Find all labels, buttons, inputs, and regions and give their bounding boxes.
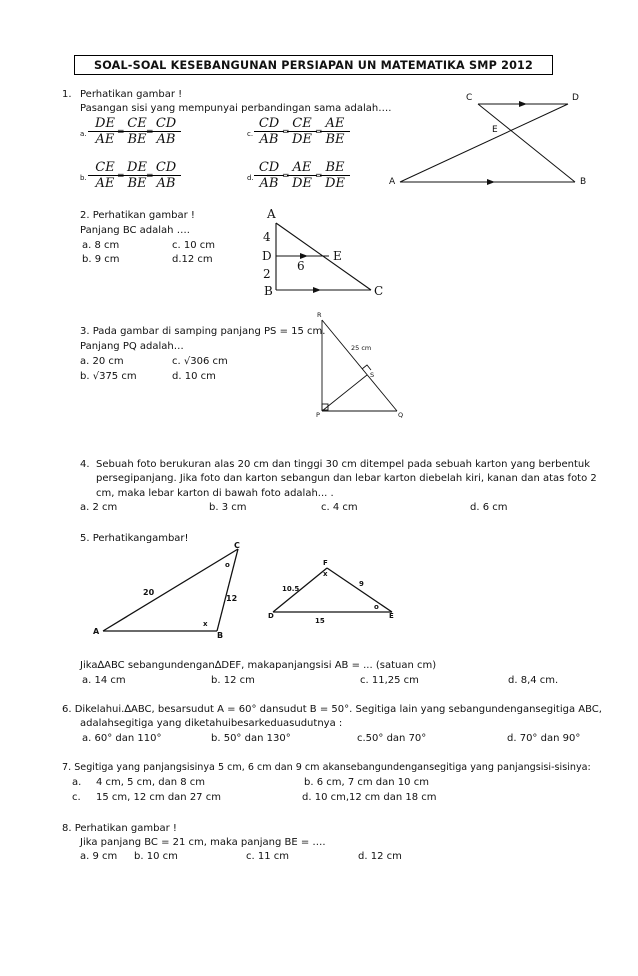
q4-option-d: d. 6 cm — [470, 502, 508, 513]
q5-side-ac — [103, 549, 238, 631]
q5-label-b: B — [217, 631, 224, 640]
q7-option-c-label: c. — [72, 792, 81, 803]
q1-prompt: Perhatikan gambar ! — [80, 89, 183, 100]
q1-figure — [400, 101, 575, 185]
equals-sign: = — [117, 171, 125, 181]
q5-question: Jika∆ABC sebangundengan∆DEF, makapanjangsisi AB = ... (satuan cm) — [80, 660, 437, 671]
q5-label-9: 9 — [359, 580, 364, 588]
q7-option-a: 4 cm, 5 cm, dan 8 cm — [96, 777, 206, 788]
q1-question: Pasangan sisi yang mempunyai perbandingan sama adalah…. — [80, 103, 392, 114]
q5-label-10-5: 10.5 — [282, 585, 300, 593]
equals-sign: = — [282, 171, 290, 181]
q2-option-b: b. 9 cm — [82, 254, 120, 265]
q2-question: Panjang BC adalah …. — [80, 225, 190, 236]
equals-sign: = — [117, 127, 125, 137]
q7-option-a-label: a. — [72, 777, 82, 788]
q5-side-fe — [327, 568, 392, 612]
q3-option-b: b. √375 cm — [80, 371, 137, 382]
q5-label-20: 20 — [143, 588, 155, 597]
q1-d-fraction-3: $\frac{BE}{DE}$ — [320, 160, 350, 192]
q6-option-a: a. 60° dan 110° — [82, 733, 162, 744]
q3-figure — [322, 320, 397, 411]
q1-a-fraction-1: $\frac{DE}{AE}$ — [88, 116, 122, 148]
equals-sign: = — [315, 127, 323, 137]
q5-angle-o: o — [225, 561, 230, 569]
q1-c-fraction-3: $\frac{AE}{BE}$ — [320, 116, 350, 148]
q4-option-a: a. 2 cm — [80, 502, 118, 513]
q2-option-c: c. 10 cm — [172, 240, 215, 251]
q2-label-b: B — [264, 284, 273, 298]
q8-line-1: 8. Perhatikan gambar ! — [62, 823, 177, 834]
q5-option-c: c. 11,25 cm — [360, 675, 419, 686]
q1-label-d: D — [572, 93, 579, 103]
q5-option-b: b. 12 cm — [211, 675, 255, 686]
q4-line-3: cm, maka lebar karton di bawah foto adalah... . — [96, 488, 334, 499]
q1-b-fraction-1: $\frac{CE}{AE}$ — [88, 160, 122, 192]
equals-sign: = — [315, 171, 323, 181]
q1-label-b: B — [580, 177, 587, 187]
q3-side-rq — [322, 320, 397, 411]
q8-line-2: Jika panjang BC = 21 cm, maka panjang BE = …. — [80, 837, 326, 848]
q3-option-a: a. 20 cm — [80, 356, 124, 367]
q1-number: 1. — [62, 89, 72, 100]
q5-angle-o2: o — [374, 603, 379, 611]
q8-option-c: c. 11 cm — [246, 851, 289, 862]
q1-a-fraction-2: $\frac{CE}{BE}$ — [122, 116, 152, 148]
q2-label-e: E — [333, 249, 342, 263]
q1-arrow-ab — [487, 179, 495, 185]
q1-d-fraction-1: $\frac{CD}{AB}$ — [254, 160, 284, 192]
q6-line-1: 6. Dikelahui.∆ABC, besarsudut A = 60° dansudut B = 50°. Segitiga lain yang sebangundengansegitiga ABC, — [62, 704, 602, 715]
q2-label-d: D — [262, 249, 272, 263]
q4-line-1: Sebuah foto berukuran alas 20 cm dan tinggi 30 cm ditempel pada sebuah karton yang berbentuk — [96, 459, 590, 470]
q5-label-f: F — [323, 559, 328, 567]
q1-b-fraction-2: $\frac{DE}{BE}$ — [122, 160, 152, 192]
q1-label-a: A — [389, 177, 396, 187]
q5-angle-x2: x — [323, 570, 328, 578]
q1-a-fraction-3: $\frac{CD}{AB}$ — [151, 116, 181, 148]
q1-b-fraction-3: $\frac{CD}{AB}$ — [151, 160, 181, 192]
q1-label-e: E — [492, 125, 498, 135]
q5-label-15: 15 — [315, 617, 325, 625]
q1-c-fraction-1: $\frac{CD}{AB}$ — [254, 116, 284, 148]
q2-arrow-bc — [313, 287, 321, 293]
q4-option-c: c. 4 cm — [321, 502, 358, 513]
q8-option-d: d. 12 cm — [358, 851, 402, 862]
q2-figure — [276, 223, 371, 293]
q5-label-d: D — [268, 612, 274, 620]
q8-option-a: a. 9 cm — [80, 851, 118, 862]
q5-triangle-abc — [103, 549, 238, 631]
q2-prompt: 2. Perhatikan gambar ! — [80, 210, 195, 221]
q1-line-da — [400, 104, 568, 182]
q1-c-fraction-2: $\frac{CE}{DE}$ — [287, 116, 317, 148]
q1-arrow-cd — [519, 101, 527, 107]
q3-segment-ps — [322, 375, 367, 411]
q6-option-c: c.50° dan 70° — [357, 733, 427, 744]
q2-label-4: 4 — [263, 230, 271, 244]
q2-label-c: C — [374, 284, 384, 298]
q6-option-d: d. 70° dan 90° — [507, 733, 581, 744]
q3-option-d: d. 10 cm — [172, 371, 216, 382]
q1-line-cb — [478, 104, 575, 182]
page-title: SOAL-SOAL KESEBANGUNAN PERSIAPAN UN MATEMATIKA SMP 2012 — [93, 59, 534, 72]
q5-label-12: 12 — [226, 594, 238, 603]
q8-option-b: b. 10 cm — [134, 851, 178, 862]
q5-angle-x: x — [203, 620, 208, 628]
q3-label-r: R — [317, 311, 322, 319]
q5-label-c: C — [234, 541, 240, 550]
q3-option-c: c. √306 cm — [172, 356, 228, 367]
q5-label-a: A — [93, 627, 100, 636]
q1-d-fraction-2: $\frac{AE}{DE}$ — [287, 160, 317, 192]
q1-label-c: C — [466, 93, 473, 103]
q7-option-d: d. 10 cm,12 cm dan 18 cm — [302, 792, 437, 803]
q5-label-e: E — [389, 612, 394, 620]
q3-label-length: 25 cm — [351, 344, 372, 352]
q4-option-b: b. 3 cm — [209, 502, 247, 513]
q1-option-d-label: d. — [247, 174, 254, 182]
q5-prompt: 5. Perhatikangambar! — [80, 533, 189, 544]
q1-option-a-label: a. — [80, 130, 87, 138]
q2-label-6: 6 — [297, 259, 305, 273]
q7-line-1: 7. Segitiga yang panjangsisinya 5 cm, 6 cm dan 9 cm akansebangundengansegitiga yang panjangsisi-sisinya: — [62, 762, 591, 773]
q2-option-d: d.12 cm — [172, 254, 213, 265]
q1-option-c-label: c. — [247, 130, 254, 138]
q3-label-p: P — [316, 411, 320, 419]
q2-label-a: A — [267, 207, 276, 221]
equals-sign: = — [146, 127, 154, 137]
q3-question: Panjang PQ adalah… — [80, 341, 184, 352]
q3-label-s: S — [370, 371, 375, 379]
q5-option-a: a. 14 cm — [82, 675, 126, 686]
q4-line-2: persegipanjang. Jika foto dan karton sebangun dan lebar karton diebelah kiri, kanan dan atas foto 2 — [96, 473, 597, 484]
q3-label-q: Q — [398, 411, 404, 419]
q2-label-2: 2 — [263, 267, 271, 281]
q3-right-angle-s — [362, 365, 371, 370]
q4-number: 4. — [80, 459, 90, 470]
q6-line-2: adalahsegitiga yang diketahuibesarkeduasudutnya : — [80, 718, 343, 729]
q3-prompt: 3. Pada gambar di samping panjang PS = 15 cm. — [80, 326, 326, 337]
equals-sign: = — [146, 171, 154, 181]
q1-option-b-label: b. — [80, 174, 87, 182]
q2-option-a: a. 8 cm — [82, 240, 120, 251]
q7-option-b: b. 6 cm, 7 cm dan 10 cm — [304, 777, 429, 788]
equals-sign: = — [282, 127, 290, 137]
q5-option-d: d. 8,4 cm. — [508, 675, 559, 686]
q7-option-c: 15 cm, 12 cm dan 27 cm — [96, 792, 221, 803]
q6-option-b: b. 50° dan 130° — [211, 733, 291, 744]
